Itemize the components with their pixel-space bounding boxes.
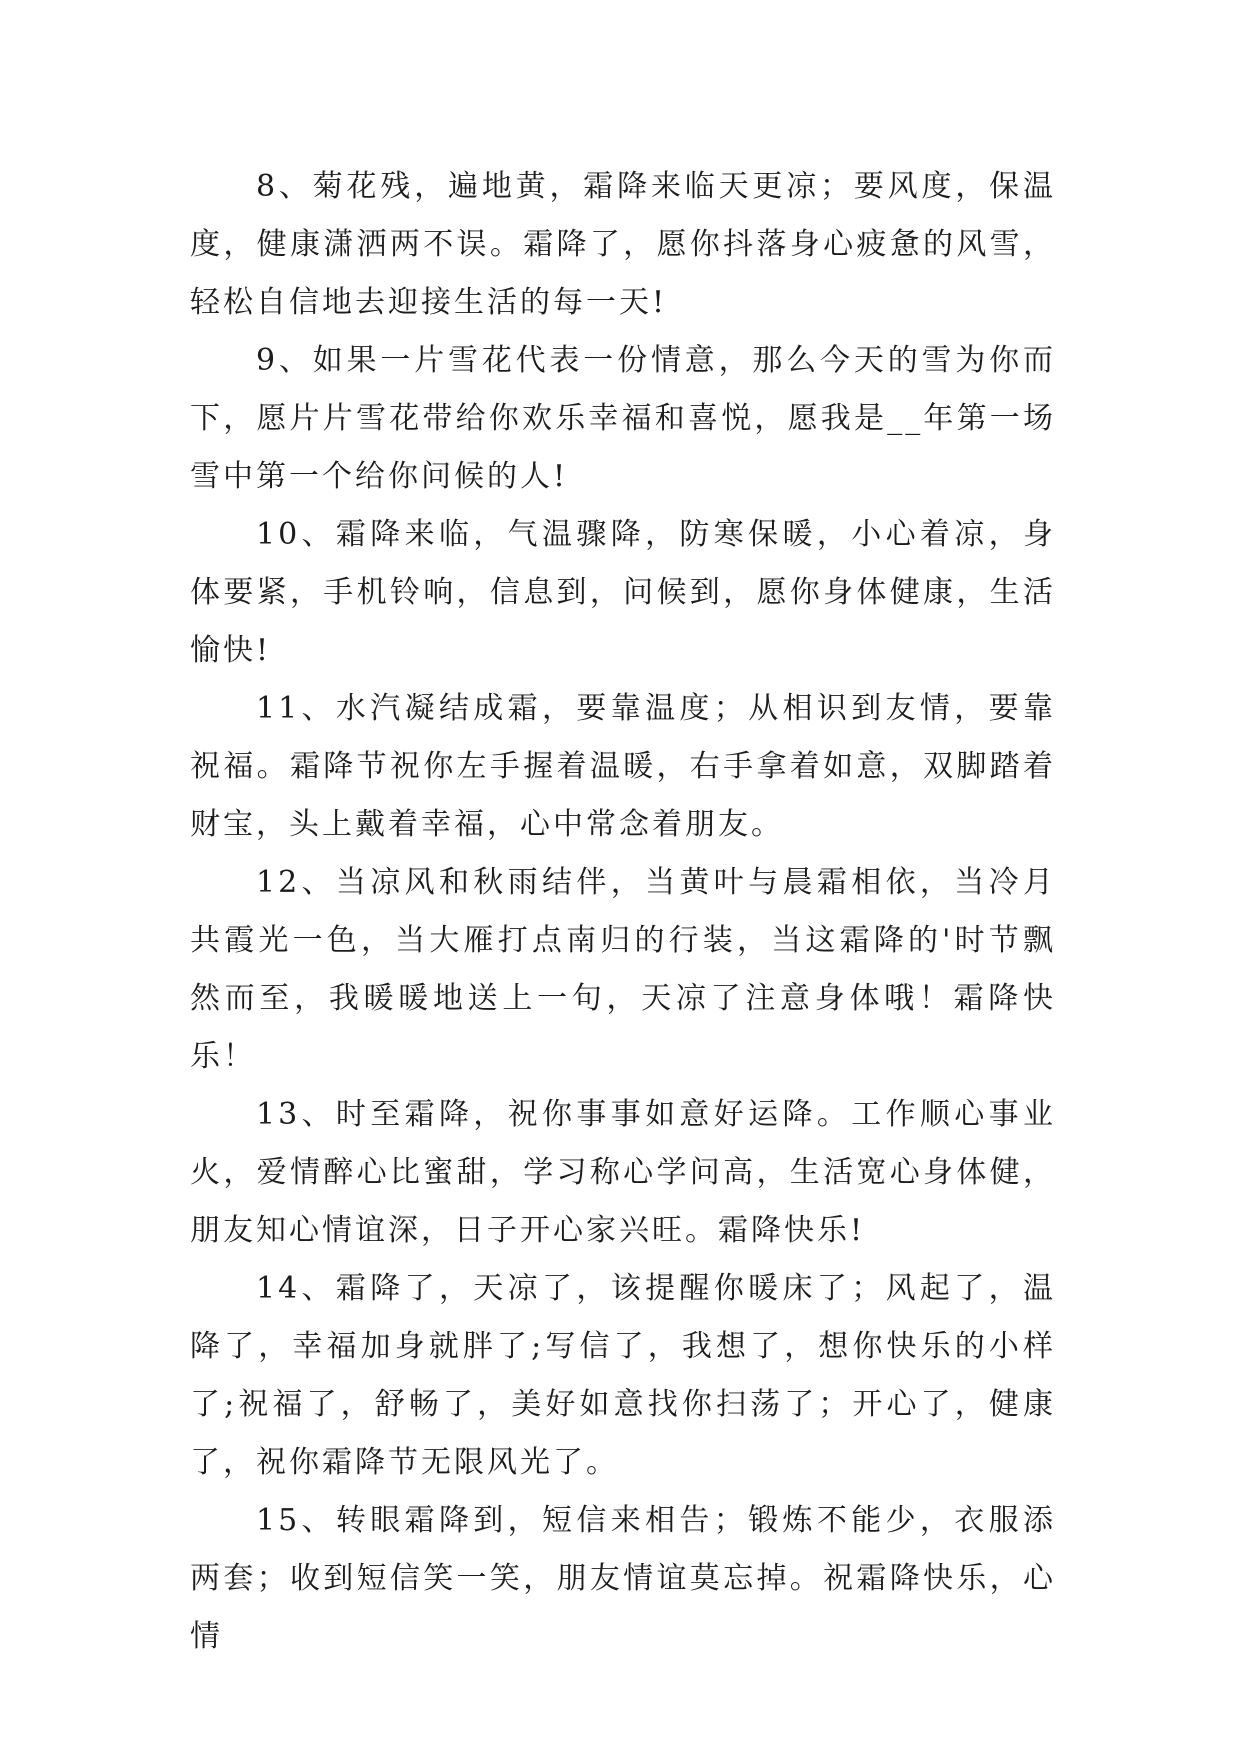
document-body [190, 158, 1056, 1666]
paragraph-13: 13、时至霜降，祝你事事如意好运降。工作顺心事业火，爱情醉心比蜜甜，学习称心学问高，生活宽心身体健，朋友知心情谊深，日子开心家兴旺。霜降快乐! [190, 1097, 1056, 1248]
paragraph-15: 15、转眼霜降到，短信来相告；锻炼不能少，衣服添两套；收到短信笑一笑，朋友情谊莫忘掉。祝霜降快乐，心情 [190, 1503, 1056, 1654]
paragraph-11: 11、水汽凝结成霜，要靠温度；从相识到友情，要靠祝福。霜降节祝你左手握着温暖，右手拿着如意，双脚踏着财宝，头上戴着幸福，心中常念着朋友。 [190, 691, 1056, 842]
paragraph-14: 14、霜降了，天凉了，该提醒你暖床了；风起了，温降了，幸福加身就胖了;写信了，我想了，想你快乐的小样了;祝福了，舒畅了，美好如意找你扫荡了；开心了，健康了，祝你霜降节无限风光了。 [190, 1271, 1056, 1480]
paragraph-10: 10、霜降来临，气温骤降，防寒保暖，小心着凉，身体要紧，手机铃响，信息到，问候到，愿你身体健康，生活愉快! [190, 517, 1056, 668]
paragraph-8: 8、菊花残，遍地黄，霜降来临天更凉；要风度，保温度，健康潇洒两不误。霜降了，愿你抖落身心疲惫的风雪，轻松自信地去迎接生活的每一天! [190, 169, 1056, 320]
paragraph-12: 12、当凉风和秋雨结伴，当黄叶与晨霜相依，当冷月共霞光一色，当大雁打点南归的行装，当这霜降的'时节飘然而至，我暖暖地送上一句，天凉了注意身体哦！霜降快乐！ [190, 865, 1056, 1074]
paragraph-9: 9、如果一片雪花代表一份情意，那么今天的雪为你而下，愿片片雪花带给你欢乐幸福和喜悦，愿我是__年第一场雪中第一个给你问候的人! [190, 343, 1056, 494]
